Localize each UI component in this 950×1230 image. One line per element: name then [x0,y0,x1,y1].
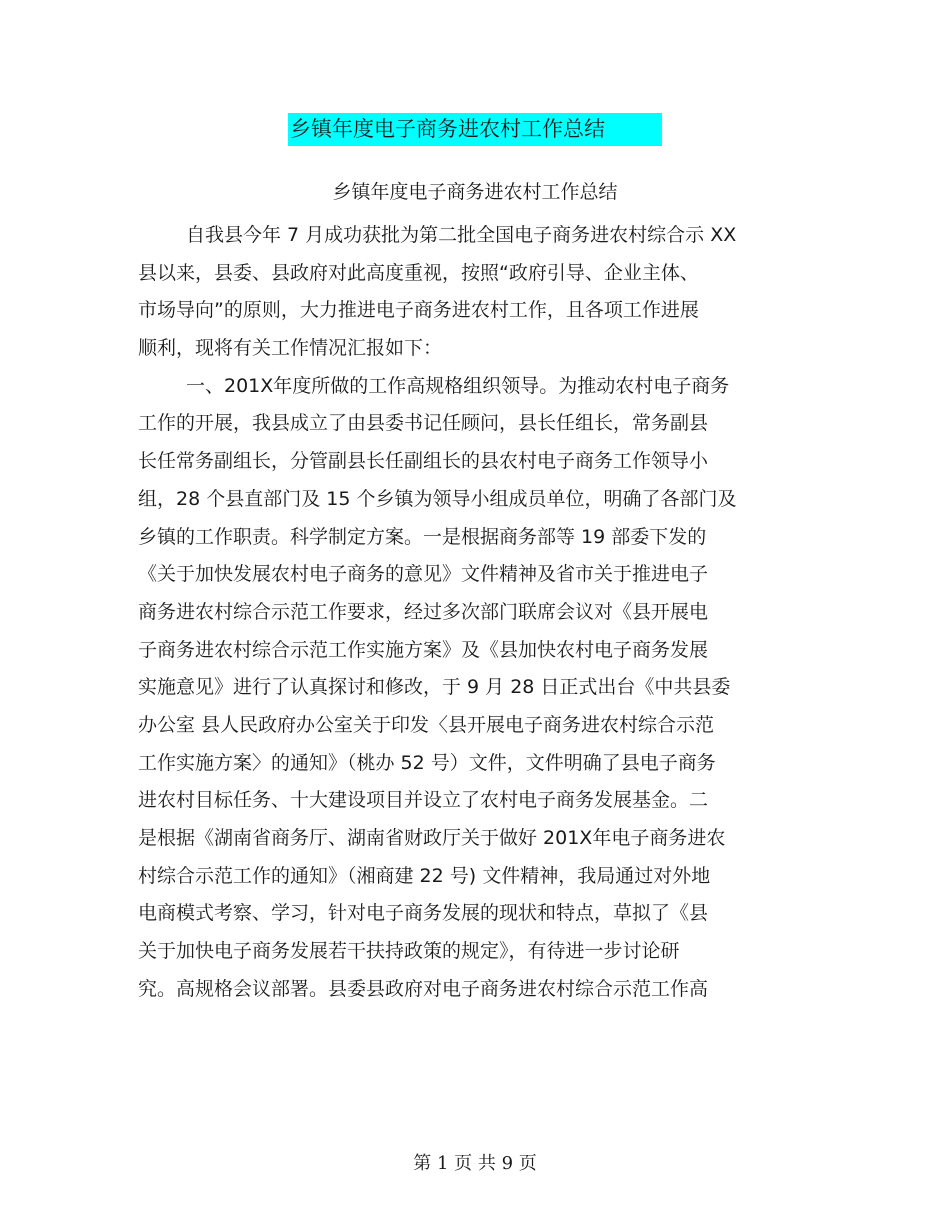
body-line: 究。高规格会议部署。县委县政府对电子商务进农村综合示范工作高 [138,977,709,1000]
body-line: 工作实施方案〉的通知》（桃办 52 号）文件，文件明确了县电子商务 [138,751,716,774]
body-line: 办公室 县人民政府办公室关于印发〈县开展电子商务进农村综合示范 [138,713,715,736]
body-line: 是根据《湖南省商务厅、湖南省财政厅关于做好 201X年电子商务进农 [138,827,726,849]
body-line: 长任常务副组长，分管副县长任副组长的县农村电子商务工作领导小 [138,450,709,473]
document-body [138,220,818,1011]
body-line: 组，28 个县直部门及 15 个乡镇为领导小组成员单位，明确了各部门及 [138,487,737,510]
body-line: 工作的开展，我县成立了由县委书记任顾问，县长任组长，常务副县 [138,412,709,435]
body-line: 顺利，现将有关工作情况汇报如下： [138,337,443,360]
body-line: 市场导向”的原则，大力推进电子商务进农村工作，且各项工作进展 [138,299,699,322]
body-line: 县以来，县委、县政府对此高度重视，按照“政府引导、企业主体、 [138,261,699,284]
body-line: 关于加快电子商务发展若干扶持政策的规定》，有待进一步讨论研 [138,940,680,963]
body-line: 进农村目标任务、十大建设项目并设立了农村电子商务发展基金。二 [138,789,709,812]
body-line: 电商模式考察、学习，针对电子商务发展的现状和特点，草拟了《县 [138,902,709,925]
body-line: 《关于加快发展农村电子商务的意见》文件精神及省市关于推进电子 [138,563,709,586]
document-title: 乡镇年度电子商务进农村工作总结 [288,113,662,146]
body-line: 乡镇的工作职责。科学制定方案。一是根据商务部等 19 部委下发的 [138,525,707,548]
body-line: 子商务进农村综合示范工作实施方案》及《县加快农村电子商务发展 [138,638,709,661]
document-subtitle: 乡镇年度电子商务进农村工作总结 [332,181,618,203]
body-line: 村综合示范工作的通知》（湘商建 22 号) 文件精神，我局通过对外地 [138,864,711,887]
page-footer: 第 1 页 共 9 页 [413,1153,537,1174]
body-line: 一、201X年度所做的工作高规格组织领导。为推动农村电子商务 [186,374,730,397]
body-line: 实施意见》进行了认真探讨和修改，于 9 月 28 日正式出台《中共县委 [138,676,731,699]
body-line: 自我县今年 7 月成功获批为第二批全国电子商务进农村综合示 XX [186,224,737,246]
body-line: 商务进农村综合示范工作要求，经过多次部门联席会议对《县开展电 [138,600,709,623]
